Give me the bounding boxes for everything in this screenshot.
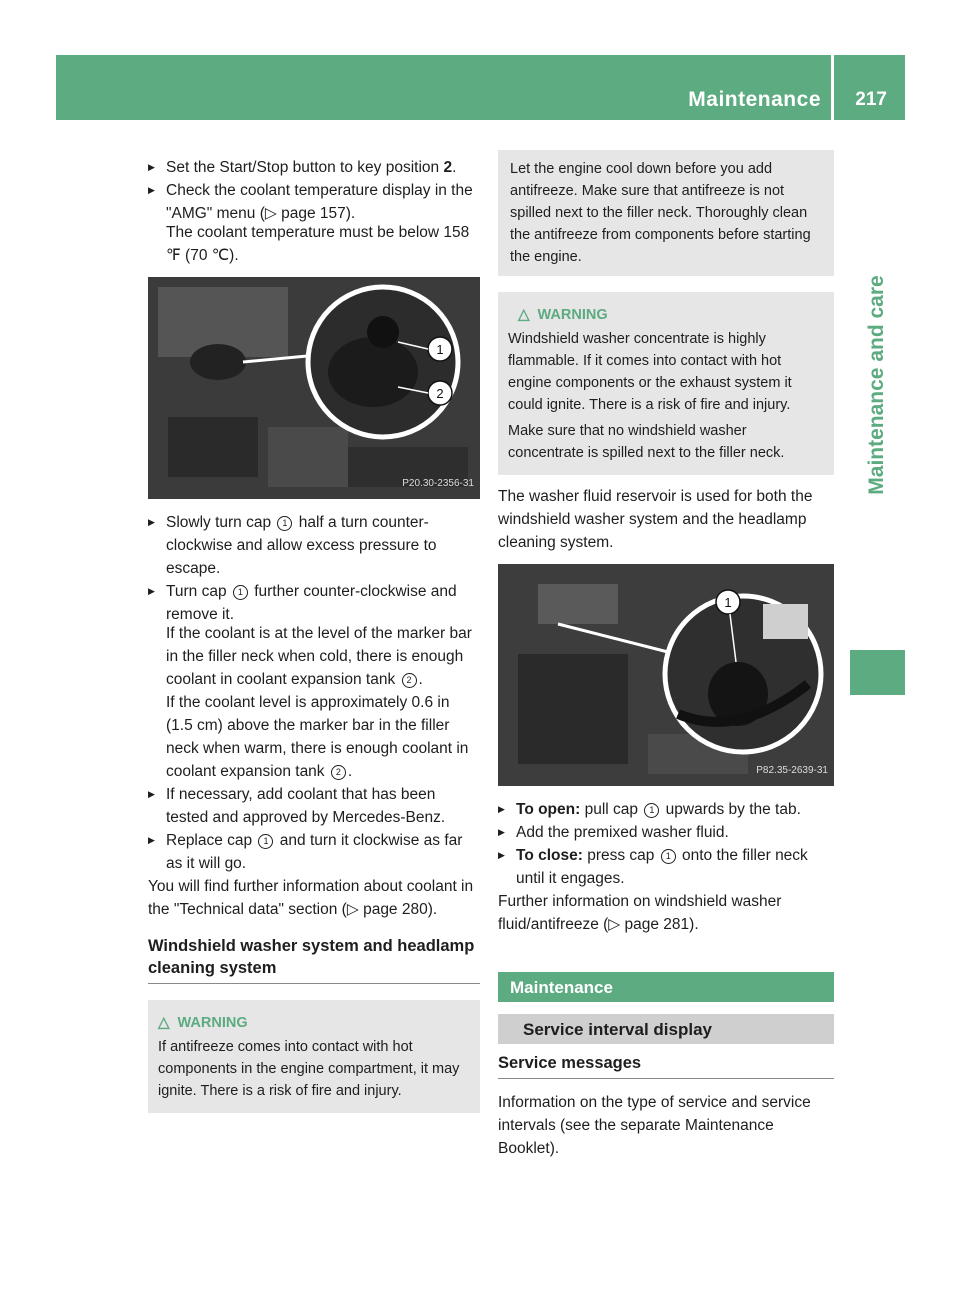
step-turn-cap: ▶ Slowly turn cap 1 half a turn counter-clockwise and allow excess pressure to escape.	[148, 511, 480, 580]
photo-code: P82.35-2639-31	[756, 765, 828, 776]
warning-triangle-icon: △	[158, 1014, 170, 1031]
warning-box-washer	[498, 292, 834, 475]
step-open-cap: ▶ To open: pull cap 1 upwards by the tab.	[498, 798, 834, 821]
coolant-tank-photo	[148, 277, 480, 499]
technical-data-info: You will find further information about coolant in the "Technical data" section (▷ page 280).	[148, 878, 474, 918]
side-tab-label: Maintenance and care	[865, 275, 888, 495]
page-number: 217	[855, 89, 887, 110]
page-ref-icon: ▷	[608, 916, 621, 933]
callout-1-icon: 1	[258, 834, 273, 849]
photo-code: P20.30-2356-31	[402, 478, 474, 489]
section-heading: Windshield washer system and headlamp cleaning system	[148, 935, 480, 984]
callout-2-icon: 2	[402, 673, 417, 688]
service-messages-heading: Service messages	[498, 1052, 834, 1079]
maintenance-band: Maintenance	[498, 972, 834, 1002]
antifreeze-note-box	[498, 150, 834, 276]
service-interval-band: Service interval display	[498, 1014, 834, 1044]
page-ref-icon: ▷	[264, 205, 277, 222]
callout-1-icon: 1	[277, 516, 292, 531]
callout-2-icon: 2	[331, 765, 346, 780]
right-column	[498, 150, 834, 1160]
warm-level-note: If the coolant level is approximately 0.6 in (1.5 cm) above the marker bar in the filler neck when warm, there is enough coolant in coolant expansion tank 2 .	[166, 694, 469, 780]
step-close-cap: ▶ To close: press cap 1 onto the filler neck until it engages.	[498, 844, 834, 890]
washer-reservoir-photo	[498, 564, 834, 786]
temperature-note: The coolant temperature must be below 158 ℉ (70 ℃).	[166, 224, 470, 264]
cold-level-note: If the coolant is at the level of the marker bar in the filler neck when cold, there is enough coolant in coolant expansion tank 2 .	[166, 625, 472, 688]
step-check-temperature: ▶ Check the coolant temperature display in the "AMG" menu (▷ page 157).	[148, 179, 480, 225]
antifreeze-note: Let the engine cool down before you add antifreeze. Make sure that antifreeze is not spilled next to the filler neck. Thoroughly clean the antifreeze from components before starting the engine.	[510, 161, 811, 265]
warning-triangle-icon: △	[518, 306, 530, 323]
left-column	[148, 156, 480, 1113]
callout-1-icon: 1	[644, 803, 659, 818]
callout-1-icon: 1	[233, 585, 248, 600]
warning-box	[148, 1000, 480, 1113]
page-ref-icon: ▷	[346, 901, 359, 918]
service-info: Information on the type of service and service intervals (see the separate Maintenance Booklet).	[498, 1094, 811, 1157]
coolant-tank-illustration	[148, 277, 480, 499]
warning-text-2: Make sure that no windshield washer concentrate is spilled next to the filler neck.	[508, 423, 785, 461]
washer-fluid-info: Further information on windshield washer fluid/antifreeze (▷ page 281).	[498, 893, 782, 933]
warning-text: Windshield washer concentrate is highly flammable. If it comes into contact with hot engine components or the exhaust system it could ignite. There is a risk of fire and injury.	[508, 331, 792, 413]
warning-title: △ WARNING	[158, 1012, 472, 1034]
svg-text:1: 1	[724, 595, 732, 610]
step-key-position: ▶ Set the Start/Stop button to key position 2.	[148, 156, 480, 179]
step-add-coolant: ▶ If necessary, add coolant that has been tested and approved by Mercedes-Benz.	[148, 783, 480, 829]
washer-reservoir-info: The washer fluid reservoir is used for both the windshield washer system and the headlamp cleaning system.	[498, 488, 813, 551]
side-tab-marker	[850, 650, 905, 695]
warning-title: △ WARNING	[518, 304, 826, 326]
step-add-fluid: ▶ Add the premixed washer fluid.	[498, 821, 834, 844]
washer-reservoir-illustration	[498, 564, 834, 786]
svg-text:2: 2	[436, 386, 444, 401]
callout-1-icon: 1	[661, 849, 676, 864]
step-replace-cap: ▶ Replace cap 1 and turn it clockwise as far as it will go.	[148, 829, 480, 875]
warning-text: If antifreeze comes into contact with hot components in the engine compartment, it may ignite. There is a risk of fire and injury.	[158, 1039, 460, 1099]
header-divider	[831, 55, 834, 120]
header-title: Maintenance	[688, 88, 821, 111]
svg-text:1: 1	[436, 342, 444, 357]
step-remove-cap: ▶ Turn cap 1 further counter-clockwise and remove it.	[148, 580, 480, 626]
page-header	[56, 55, 905, 120]
